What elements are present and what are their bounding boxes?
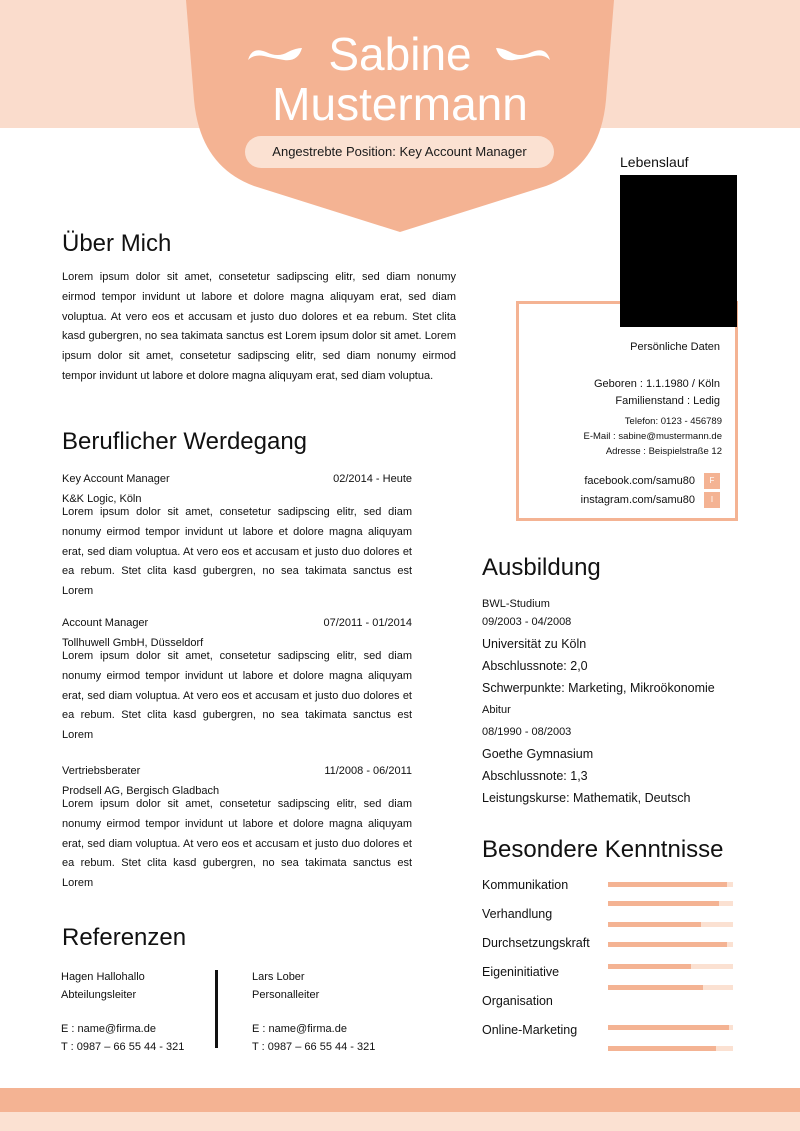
reference-email: E : name@firma.de bbox=[61, 1023, 156, 1035]
skill-label: Organisation bbox=[482, 994, 553, 1008]
left-swirl-icon bbox=[246, 42, 304, 66]
facebook-row[interactable] bbox=[560, 473, 720, 489]
reference-name: Hagen Hallohallo bbox=[61, 971, 145, 983]
education-entry-1 bbox=[482, 598, 742, 695]
reference-name: Lars Lober bbox=[252, 971, 305, 983]
reference-role: Abteilungsleiter bbox=[61, 989, 137, 1001]
job-company: Tollhuwell GmbH, Düsseldorf bbox=[62, 637, 204, 649]
skill-label: Online-Marketing bbox=[482, 1023, 578, 1037]
job-company: Prodsell AG, Bergisch Gladbach bbox=[62, 785, 220, 797]
education-date: 09/2003 - 04/2008 bbox=[482, 616, 572, 628]
skill-bar-fill bbox=[608, 922, 701, 927]
skill-bar bbox=[608, 985, 733, 990]
skill-bar-fill bbox=[608, 901, 719, 906]
skill-bar bbox=[608, 1025, 733, 1030]
personal-contact-info bbox=[540, 414, 722, 459]
education-grade: Abschlussnote: 1,3 bbox=[482, 769, 588, 783]
education-school: Universität zu Köln bbox=[482, 637, 587, 651]
lebenslauf-label: Lebenslauf bbox=[620, 154, 689, 170]
about-text: Lorem ipsum dolor sit amet, consetetur sadipscing elitr, sed diam nonumy eirmod tempor invidunt ut labore et dolore magna aliquyam erat, sed diam voluptua. At vero eos et accusam et justo duo dolores et ea rebum. Stet clita kasd gubergren, no sea takimata sanctus est Lorem ipsum dolor sit amet. Lorem ipsum dolor sit amet, consetetur sadipscing elitr, sed diam nonumy eirmod tempor invidunt ut labore et dolore magna aliquyam erat, sed diam voluptua. bbox=[62, 271, 456, 382]
skill-label: Kommunikation bbox=[482, 878, 569, 892]
reference-phone: T : 0987 – 66 55 44 - 321 bbox=[252, 1041, 376, 1053]
about-heading: Über Mich bbox=[62, 230, 172, 257]
references-heading: Referenzen bbox=[62, 924, 187, 951]
reference-phone: T : 0987 – 66 55 44 - 321 bbox=[61, 1041, 185, 1053]
skill-bar-fill bbox=[608, 964, 691, 969]
skill-bar bbox=[608, 964, 733, 969]
job-title: Vertriebsberater bbox=[62, 765, 141, 777]
education-details bbox=[482, 633, 742, 695]
skill-bar-fill bbox=[608, 1046, 716, 1051]
education-focus: Leistungskurse: Mathematik, Deutsch bbox=[482, 791, 691, 805]
right-swirl-icon bbox=[494, 42, 552, 66]
skill-bar bbox=[608, 882, 733, 887]
first-name-row bbox=[0, 30, 800, 78]
email-row: E-Mail : sabine@mustermann.de bbox=[583, 431, 722, 442]
personal-basic-info bbox=[540, 376, 720, 407]
education-school: Goethe Gymnasium bbox=[482, 747, 594, 761]
skill-bar bbox=[608, 901, 733, 906]
bottom-band bbox=[0, 1088, 800, 1112]
education-details bbox=[482, 743, 742, 809]
reference-role: Personalleiter bbox=[252, 989, 320, 1001]
skill-bar bbox=[608, 1046, 733, 1051]
skill-bar-fill bbox=[608, 985, 703, 990]
reference-1 bbox=[61, 968, 211, 1056]
job-description: Lorem ipsum dolor sit amet, consetetur sadipscing elitr, sed diam nonumy eirmod tempor invidunt ut labore et dolore magna aliquyam erat, sed diam voluptua. At vero eos et accusam et justo duo dolores et ea rebum. Stet clita kasd gubergren, no sea takimata sanctus est Lorem bbox=[62, 650, 412, 742]
instagram-link[interactable]: instagram.com/samu80 bbox=[580, 493, 695, 506]
job-entry-3 bbox=[62, 765, 412, 894]
first-name: Sabine bbox=[328, 28, 472, 80]
skill-label: Eigeninitiative bbox=[482, 965, 560, 979]
reference-2 bbox=[252, 968, 412, 1056]
skill-bar-fill bbox=[608, 1025, 729, 1030]
facebook-link[interactable]: facebook.com/samu80 bbox=[584, 475, 695, 487]
job-entry-2 bbox=[62, 617, 412, 746]
instagram-row[interactable] bbox=[560, 492, 720, 507]
job-date: 02/2014 - Heute bbox=[333, 473, 412, 485]
job-company: K&K Logic, Köln bbox=[62, 493, 142, 505]
skill-label: Verhandlung bbox=[482, 907, 553, 921]
skill-bar bbox=[608, 942, 733, 947]
job-entry-1 bbox=[62, 473, 412, 602]
skill-label: Durchsetzungskraft bbox=[482, 936, 590, 950]
phone-row: Telefon: 0123 - 456789 bbox=[624, 416, 722, 427]
education-heading: Ausbildung bbox=[482, 554, 601, 581]
marital-status-row: Familienstand : Ledig bbox=[615, 395, 720, 407]
education-focus: Schwerpunkte: Marketing, Mikroökonomie bbox=[482, 681, 715, 695]
education-entry-2 bbox=[482, 704, 742, 809]
job-date: 11/2008 - 06/2011 bbox=[324, 765, 412, 777]
facebook-icon[interactable]: F bbox=[704, 473, 720, 489]
education-degree: Abitur bbox=[482, 704, 511, 716]
education-date: 08/1990 - 08/2003 bbox=[482, 726, 572, 738]
personal-data-heading: Persönliche Daten bbox=[630, 341, 720, 353]
profile-photo bbox=[620, 175, 737, 327]
instagram-icon[interactable]: I bbox=[704, 492, 720, 508]
reference-email: E : name@firma.de bbox=[252, 1023, 347, 1035]
job-description: Lorem ipsum dolor sit amet, consetetur sadipscing elitr, sed diam nonumy eirmod tempor invidunt ut labore et dolore magna aliquyam erat, sed diam voluptua. At vero eos et accusam et justo duo dolores et ea rebum. Stet clita kasd gubergren, no sea takimata sanctus est Lorem bbox=[62, 798, 412, 890]
birth-row: Geboren : 1.1.1980 / Köln bbox=[594, 378, 720, 390]
job-date: 07/2011 - 01/2014 bbox=[323, 617, 412, 629]
education-degree: BWL-Studium bbox=[482, 598, 550, 610]
skills-heading: Besondere Kenntnisse bbox=[482, 836, 724, 863]
references-divider bbox=[215, 970, 218, 1048]
job-title: Account Manager bbox=[62, 617, 149, 629]
position-pill: Angestrebte Position: Key Account Manager bbox=[245, 136, 554, 168]
skill-bar-fill bbox=[608, 882, 727, 887]
education-grade: Abschlussnote: 2,0 bbox=[482, 659, 588, 673]
job-description: Lorem ipsum dolor sit amet, consetetur sadipscing elitr, sed diam nonumy eirmod tempor invidunt ut labore et dolore magna aliquyam erat, sed diam voluptua. At vero eos et accusam et justo duo dolores et ea rebum. Stet clita kasd gubergren, no sea takimata sanctus est Lorem bbox=[62, 506, 412, 598]
address-row: Adresse : Beispielstraße 12 bbox=[605, 446, 722, 457]
skill-bar-fill bbox=[608, 942, 727, 947]
bottom-band-light bbox=[0, 1112, 800, 1131]
skill-bar bbox=[608, 922, 733, 927]
job-title: Key Account Manager bbox=[62, 473, 170, 485]
career-heading: Beruflicher Werdegang bbox=[62, 428, 308, 455]
last-name: Mustermann bbox=[272, 78, 528, 130]
